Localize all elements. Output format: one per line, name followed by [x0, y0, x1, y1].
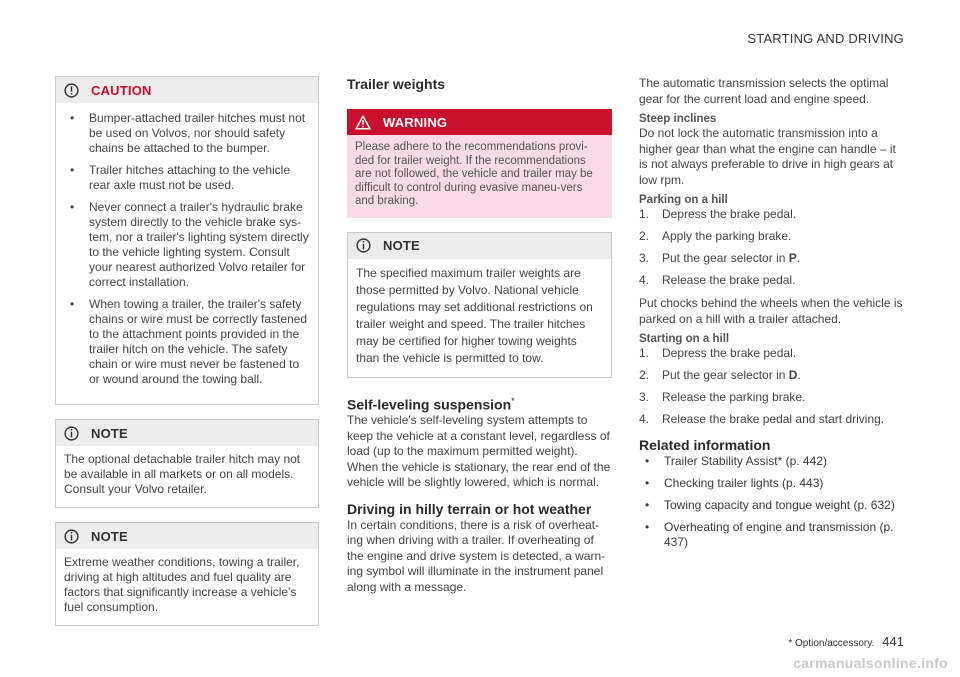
info-icon: [64, 529, 79, 544]
steep-inclines-heading: Steep inclines: [639, 113, 717, 125]
warning-box: [347, 109, 612, 218]
page-number: 441: [882, 634, 904, 649]
caution-header: [56, 77, 318, 103]
footnote: * Option/accessory.: [788, 638, 875, 649]
note-text: The optional detachable trailer hitch may not be available in all markets or on all models. Consult your Volvo retailer.: [64, 452, 301, 496]
warning-icon: [355, 115, 371, 130]
column-right: [639, 76, 907, 557]
list-item: 1. Depress the brake pedal.: [639, 207, 797, 221]
list-item: 1. Depress the brake pedal.: [639, 346, 797, 360]
related-links: [639, 454, 907, 550]
column-left: [55, 76, 319, 640]
note-box-detachable-hitch: [55, 419, 319, 508]
self-leveling-heading: [347, 396, 612, 413]
caution-box: [55, 76, 319, 405]
list-item: • Trailer hitches attaching to the vehicle rear axle must not be used.: [64, 163, 310, 193]
note-text: The specified maximum trailer weights are those permitted by Volvo. National vehicle regulations may set additional restrictions on trailer weight and speed. The trailer hitches may be certified for higher towing weights than the vehicle is permitted to tow.: [356, 265, 593, 365]
intro-text: The automatic transmission selects the optimal gear for the current load and engine speed.: [639, 76, 889, 106]
option-asterisk: *: [511, 395, 515, 406]
caution-list: [64, 111, 310, 387]
page-footer: [788, 634, 904, 649]
note-box-fuel-consumption: [55, 522, 319, 626]
hilly-terrain-heading: Driving in hilly terrain or hot weather: [347, 500, 592, 517]
list-item: 3. Put the gear selector in P.: [639, 251, 801, 265]
related-link[interactable]: • Overheating of engine and transmission (p. 437): [639, 520, 907, 550]
list-item: • Never connect a trailer's hydraulic brake system directly to the vehicle brake sys-tem, nor a trailer's lighting system directly to the vehicle lighting system. Consult your nearest authorized Volvo retailer for correct installation.: [64, 200, 310, 290]
section-title: STARTING AND DRIVING: [747, 31, 904, 46]
parking-after-text: Put chocks behind the wheels when the vehicle is parked on a hill with a trailer attached.: [639, 296, 903, 326]
warning-header: [347, 109, 612, 135]
caution-label: CAUTION: [91, 82, 152, 98]
list-item: • When towing a trailer, the trailer's safety chains or wire must be correctly fastened to the attachment points provided in the trailer hitch on the vehicle. The safety chain or wire must never be fastened to or wound around the towing ball.: [64, 297, 310, 387]
self-leveling-text: The vehicle's self-leveling system attempts to keep the vehicle at a constant level, regardless of load (up to the maximum permitted weight). When the vehicle is stationary, the rear end of the vehicle will be slightly lowered, which is normal.: [347, 413, 611, 490]
warning-text: Please adhere to the recommendations provi-ded for trailer weight. If the recommendations are not followed, the vehicle and trailer may be difficult to control during evasive maneu-vers and braking.: [355, 141, 593, 207]
note-label: NOTE: [383, 238, 420, 253]
list-item: 4. Release the brake pedal.: [639, 273, 796, 287]
info-icon: [64, 426, 79, 441]
note-header: [348, 233, 611, 259]
column-middle: [347, 76, 612, 605]
warning-label: WARNING: [383, 114, 448, 130]
related-info-heading: Related information: [639, 437, 771, 453]
self-leveling-heading-text: Self-leveling suspension: [347, 396, 512, 413]
watermark: carmanualsonline.info: [793, 655, 948, 671]
note-label: NOTE: [91, 528, 128, 544]
starting-heading: Starting on a hill: [639, 333, 730, 345]
note-header: [56, 523, 318, 549]
note-label: NOTE: [91, 425, 128, 441]
related-link[interactable]: • Trailer Stability Assist* (p. 442): [639, 454, 907, 469]
info-icon: [356, 238, 371, 253]
related-link[interactable]: • Towing capacity and tongue weight (p. 632): [639, 498, 907, 513]
note-box-trailer-weights: [347, 232, 612, 378]
list-item: 4. Release the brake pedal and start driving.: [639, 412, 885, 426]
gear-d: D: [788, 368, 798, 382]
list-item: • Bumper-attached trailer hitches must not be used on Volvos, nor should safety chains be attached to the bumper.: [64, 111, 310, 156]
list-item: 2. Apply the parking brake.: [639, 229, 792, 243]
hilly-terrain-text: In certain conditions, there is a risk of overheat-ing when driving with a trailer. If overheating of the engine and drive system is detected, a warn-ing symbol will illuminate in the instrument panel along with a message.: [347, 517, 606, 594]
note-header: [56, 420, 318, 446]
note-text: Extreme weather conditions, towing a trailer, driving at high altitudes and fuel quality are factors that significantly increase a vehicle's fuel consumption.: [64, 555, 300, 614]
related-link[interactable]: • Checking trailer lights (p. 443): [639, 476, 907, 491]
steep-inclines-text: Do not lock the automatic transmission into a higher gear than what the engine can handle – it is not always preferable to drive in high gears at low rpm.: [639, 126, 896, 187]
parking-steps: [639, 207, 907, 288]
gear-p: P: [788, 251, 797, 265]
trailer-weights-heading: Trailer weights: [347, 76, 446, 92]
caution-icon: [64, 83, 79, 98]
list-item: 2. Put the gear selector in D.: [639, 368, 801, 382]
starting-steps: [639, 346, 907, 427]
list-item: 3. Release the parking brake.: [639, 390, 806, 404]
parking-heading: Parking on a hill: [639, 194, 728, 206]
